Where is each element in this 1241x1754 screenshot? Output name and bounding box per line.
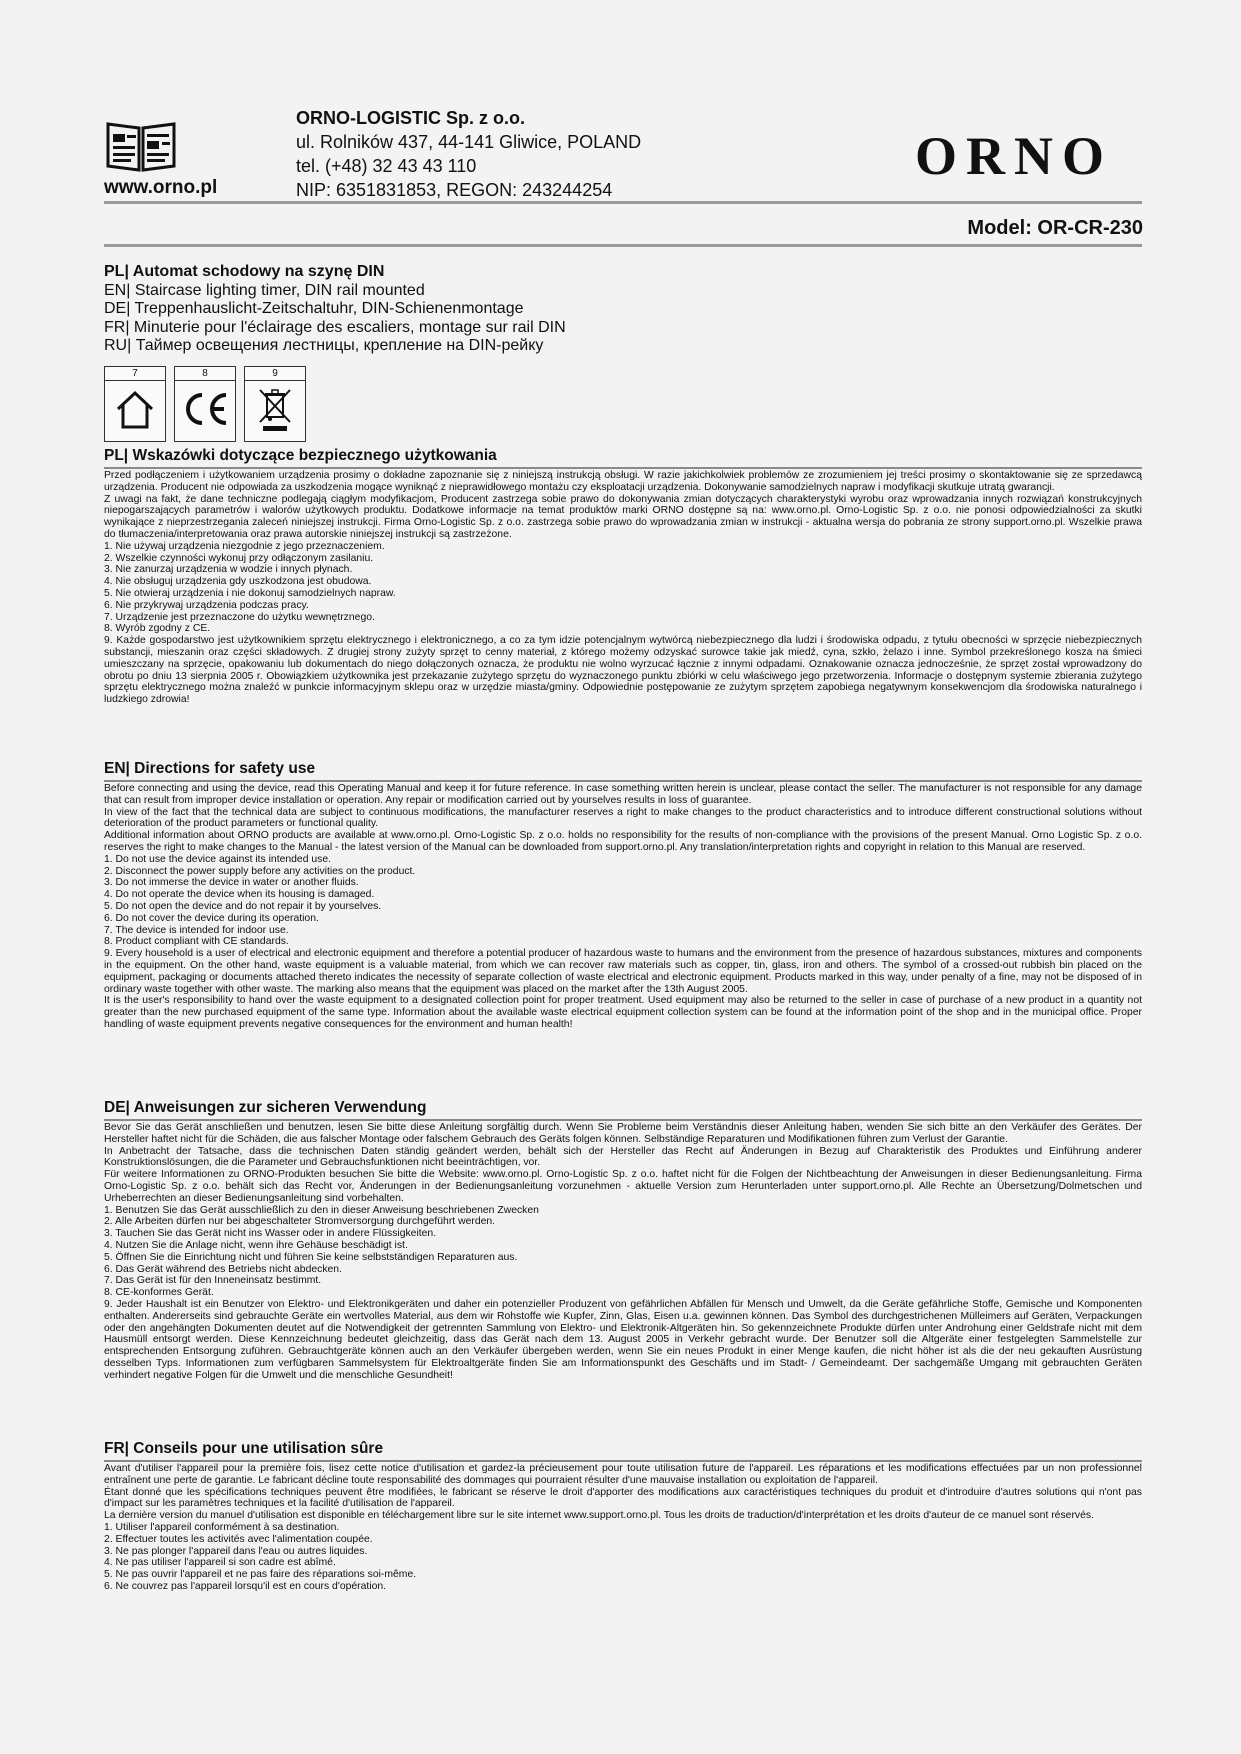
list-item: 3. Tauchen Sie das Gerät nicht ins Wasser oder in andere Flüssigkeiten.: [104, 1228, 437, 1240]
model-number: Model: OR-CR-230: [967, 217, 1143, 239]
list-item: 6. Nie przykrywaj urządzenia podczas pracy.: [104, 599, 309, 611]
section-title-pl: PL| Wskazówki dotyczące bezpiecznego użytkowania: [104, 447, 497, 464]
model-divider: [104, 244, 1142, 247]
product-titles: [104, 263, 566, 356]
list-item: 2. Disconnect the power supply before any activities on the product.: [104, 865, 416, 877]
paragraph: Avant d'utiliser l'appareil pour la première fois, lisez cette notice d'utilisation et gardez-la précieusement pour toute utilisation future de l'appareil. Les réparations et les modifications effectuées par un non professionnel entraînent une perte de garantie. Le fabricant décline toute responsabilité des dommages qui pourraient résulter d'une mauvaise installation ou exploitation de l'appareil.: [104, 1463, 1142, 1486]
list-item: 7. Das Gerät ist für den Inneneinsatz bestimmt.: [104, 1275, 322, 1287]
symbol-weee: [244, 366, 306, 442]
list-item: 5. Do not open the device and do not repair it by yourselves.: [104, 900, 382, 912]
list-item: 2. Wszelkie czynności wykonuj przy odłączonym zasilaniu.: [104, 552, 374, 564]
paragraph: Before connecting and using the device, read this Operating Manual and keep it for future reference. In case something written herein is unclear, please contact the seller. The manufacturer is not responsible for any damage that can result from improper device installation or operation. Any repair or modification carried out by yourselves results in loss of guarantee.: [104, 783, 1142, 806]
list-item: 5. Nie otwieraj urządzenia i nie dokonuj samodzielnych napraw.: [104, 587, 396, 599]
title-en: EN| Staircase lighting timer, DIN rail mounted: [104, 281, 425, 299]
list-item: 1. Nie używaj urządzenia niezgodnie z jego przeznaczeniem.: [104, 540, 385, 552]
paragraph: Additional information about ORNO products are available at www.orno.pl. Orno-Logistic Sp. z o.o. holds no responsibility for the results of non-compliance with the provisions of the present Manual. Orno Logistic Sp. z o.o. reserves the right to make changes to the Manual - the latest version of the Manual can be downloaded from support.orno.pl. Any translation/interpretation rights and copyright in relation to this Manual are reserved.: [104, 830, 1142, 853]
paragraph: Étant donné que les spécifications techniques peuvent être modifiées, le fabricant se réserve le droit d'apporter des modifications aux caractéristiques techniques du produit et d'introduire d'autres solutions qui n'ont pas d'impact sur les paramètres techniques et la facilité d'utilisation de l'appareil.: [104, 1486, 1142, 1510]
company-ids: NIP: 6351831853, REGON: 243244254: [296, 180, 613, 200]
list-item: 8. Product compliant with CE standards.: [104, 936, 289, 948]
title-de: DE| Treppenhauslicht-Zeitschaltuhr, DIN-Schienenmontage: [104, 300, 524, 317]
list-item: 2. Effectuer toutes les activités avec l'alimentation coupée.: [104, 1533, 373, 1545]
list-item: 9. Every household is a user of electrical and electronic equipment and therefore a potential producer of hazardous waste to humans and the environment from the presence of hazardous substances, mixtures and components in the equipment. On the other hand, waste equipment is a valuable material, from which we can recover raw materials such as copper, tin, glass, iron and others. The symbol of a crossed-out rubbish bin placed on the equipment, packaging or documents attached thereto indicates the necessity of separate collection of waste electrical and electronic equipment. Products marked in this way, under penalty of a fine, may not be disposed of in ordinary waste together with other waste. The marking also means that the equipment was placed on the market after the 13th August 2005.: [104, 948, 1142, 995]
paragraph: It is the user's responsibility to hand over the waste equipment to a designated collection point for proper treatment. Used equipment may also be returned to the seller in case of purchase of a new product in a quantity not greater than the new purchased equipment of the same type. Information about the available waste electrical equipment collection system can be found at the information point of the shop and in the municipal office. Proper handling of waste equipment prevents negative consequences for the environment and human health!: [104, 995, 1142, 1030]
list-item: 1. Utiliser l'appareil conformément à sa destination.: [104, 1521, 340, 1533]
header-divider: [104, 201, 1142, 204]
company-address: ul. Rolników 437, 44-141 Gliwice, POLAND: [296, 132, 642, 152]
list-item: 6. Ne couvrez pas l'appareil lorsqu'il est en cours d'opération.: [104, 1580, 387, 1592]
section-divider: [104, 467, 1142, 469]
company-name: ORNO-LOGISTIC Sp. z o.o.: [296, 108, 525, 128]
list-item: 9. Jeder Haushalt ist ein Benutzer von Elektro- und Elektronikgeräten und daher ein potenzieller Produzent von gefährlichen Abfällen für Mensch und Umwelt, da die Geräte gefährliche Stoffe, Gemische und Komponenten enthalten. Andererseits sind gebrauchte Geräte ein wertvolles Material, aus dem wir Rohstoffe wie Kupfer, Zinn, Glas, Eisen u.a. gewinnen können. Das Symbol des durchgestrichenen Mülleimers auf Geräten, Verpackungen oder den angehängten Dokumenten deutet auf die Notwendigkeit der getrennten Sammlung von Elektro- und Elektronik-Altgeräten hin. So gekennzeichnete Produkte dürfen unter Androhung einer Geldstrafe nicht mit dem Hausmüll entsorgt werden. Diese Kennzeichnung bedeutet gleichzeitig, dass das Gerät nach dem 13. August 2005 in Verkehr gebracht wurde. Der Benutzer soll die Altgeräte einer festgelegten Sammelstelle zur entsprechenden Entsorgung zuführen. Gebrauchtgeräte können auch an den Verkäufer übergeben werden, wenn Sie ein neues Produkt in einer Menge kaufen, die nicht höher ist als die der neu gekauften Ausrüstung desselben Typs. Informationen zum verfügbaren Sammelsystem für Elektroaltgeräte finden Sie am Informationspunkt des Geschäfts und im Stadt- / Gemeindeamt. Der sachgemäße Umgang mit gebrauchten Geräten verhindert negative Folgen für die Umwelt und die menschliche Gesundheit!: [104, 1298, 1142, 1381]
section-divider: [104, 1119, 1142, 1121]
symbol-indoor: [104, 366, 166, 442]
list-item: 6. Das Gerät während des Betriebs nicht abdecken.: [104, 1263, 342, 1275]
house-icon: [113, 387, 157, 436]
list-item: 7. The device is intended for indoor use.: [104, 924, 289, 936]
section-body-de: [104, 1122, 1142, 1382]
paragraph: Für weitere Informationen zu ORNO-Produkten besuchen Sie bitte die Website: www.orno.pl. Orno-Logistic Sp. z o.o. haftet nicht für die Folgen der Nichtbeachtung der Anweisungen in dieser Bedienungsanleitung. Firma Orno-Logistic Sp. z o.o. behält sich das Recht vor, Änderungen in der Bedienungsanleitung vorzunehmen - aktuelle Version zum Herunterladen unter support.orno.pl. Alle Rechte an Übersetzung/Dolmetschen und Urheberrechten an dieser Bedienungsanleitung sind vorbehalten.: [104, 1169, 1142, 1204]
symbol-number: 9: [244, 366, 306, 380]
list-item: 3. Ne pas plonger l'appareil dans l'eau ou autres liquides.: [104, 1545, 368, 1557]
section-divider: [104, 780, 1142, 782]
list-item: 4. Ne pas utiliser l'appareil si son cadre est abîmé.: [104, 1557, 336, 1569]
symbol-number: 7: [104, 366, 166, 380]
list-item: 8. CE-konformes Gerät.: [104, 1287, 214, 1299]
paragraph: Z uwagi na fakt, że dane techniczne podlegają ciągłym modyfikacjom, Producent zastrzega sobie prawo do dokonywania zmian dotyczących charakterystyki wyrobu oraz wprowadzania innych rozwiązań konstrukcyjnych niepogarszających parametrów i walorów użytkowych produktu. Dodatkowe informacje na temat produktów marki ORNO dostępne są na: www.orno.pl. Orno-Logistic Sp. z o.o. nie ponosi odpowiedzialności za skutki wynikające z nieprzestrzegania zaleceń niniejszej instrukcji. Firma Orno-Logistic Sp. z o.o. zastrzega sobie prawo do wprowadzania zmian w instrukcji - aktualna wersja do pobrania ze strony support.orno.pl. Wszelkie prawa do tłumaczenia/interpretowania oraz prawa autorskie niniejszej instrukcji są zastrzeżone.: [104, 493, 1142, 540]
section-divider: [104, 1460, 1142, 1462]
list-item: 3. Do not immerse the device in water or another fluids.: [104, 877, 359, 889]
list-item: 6. Do not cover the device during its operation.: [104, 912, 319, 924]
symbol-number: 8: [174, 366, 236, 380]
orno-logo: ORNO: [915, 126, 1113, 186]
list-item: 1. Benutzen Sie das Gerät ausschließlich zu den in dieser Anweisung beschriebenen Zwecken: [104, 1204, 539, 1216]
website-url: www.orno.pl: [104, 177, 218, 198]
title-fr: FR| Minuterie pour l'éclairage des escaliers, montage sur rail DIN: [104, 318, 566, 336]
title-ru: RU| Таймер освещения лестницы, крепление на DIN-рейку: [104, 337, 544, 354]
crossed-bin-icon: [255, 384, 295, 439]
list-item: 7. Urządzenie jest przeznaczone do użytku wewnętrznego.: [104, 611, 375, 623]
section-title-fr: FR| Conseils pour une utilisation sûre: [104, 1440, 384, 1457]
paragraph: In view of the fact that the technical data are subject to continuous modifications, the manufacturer reserves a right to make changes to the product characteristics and to introduce different constructional solutions without deterioration of the product parameters or functional quality.: [104, 806, 1142, 830]
list-item: 4. Do not operate the device when its housing is damaged.: [104, 889, 375, 901]
list-item: 2. Alle Arbeiten dürfen nur bei abgeschalteter Stromversorgung durchgeführt werden.: [104, 1216, 496, 1228]
list-item: 4. Nie obsługuj urządzenia gdy uszkodzona jest obudowa.: [104, 576, 372, 588]
list-item: 9. Każde gospodarstwo jest użytkownikiem sprzętu elektrycznego i elektronicznego, a co za tym idzie potencjalnym wytwórcą niebezpiecznego dla ludzi i środowiska odpadu, z tytułu obecności w sprzęcie niebezpiecznych substancji, mieszanin oraz części składowych. Z drugiej strony zużyty sprzęt to cenny materiał, z którego możemy odzyskać surowce takie jak miedź, cyna, szkło, żelazo i inne. Symbol przekreślonego kosza na śmieci umieszczany na sprzęcie, opakowaniu lub dokumentach do niego dołączonych oznacza, że produktu nie wolno wyrzucać łącznie z innymi odpadami. Oznakowanie oznacza jednocześnie, że sprzęt został wprowadzony do obrotu po dniu 13 sierpnia 2005 r. Obowiązkiem użytkownika jest przekazanie zużytego sprzętu do wyznaczonego punktu zbiórki w celu właściwego jego przetworzenia. Informacje o dostępnym systemie zbierania zużytego sprzętu elektrycznego można znaleźć w punkcie informacyjnym sklepu oraz w urzędzie miasta/gminy. Odpowiednie postępowanie ze zużytym sprzętem zapobiega negatywnym konsekwencjom dla środowiska naturalnego i ludzkiego zdrowia!: [104, 635, 1142, 706]
section-title-en: EN| Directions for safety use: [104, 760, 316, 777]
list-item: 8. Wyrób zgodny z CE.: [104, 623, 211, 635]
open-book-icon: [106, 118, 176, 172]
section-body-fr: [104, 1463, 1142, 1593]
company-phone: tel. (+48) 32 43 43 110: [296, 156, 477, 176]
paragraph: Przed podłączeniem i użytkowaniem urządzenia prosimy o dokładne zapoznanie się z niniejszą instrukcją obsługi. W razie jakichkolwiek problemów ze zrozumieniem jej treści prosimy o skontaktowanie się ze sprzedawcą urządzenia. Producent nie odpowiada za uszkodzenia mogące wyniknąć z nieprawidłowego montażu czy eksploatacji urządzenia. Dokonywanie samodzielnych napraw i modyfikacji skutkuje utratą gwarancji.: [104, 470, 1142, 493]
section-body-pl: [104, 470, 1142, 706]
ce-mark-icon: [180, 389, 230, 434]
paragraph: In Anbetracht der Tatsache, dass die technischen Daten ständig geändert werden, behält sich der Hersteller das Recht auf Änderungen in Bezug auf Charakteristik des Produktes und Einführung anderer Konstruktionslösungen, die die Parameter und Gebrauchsfunktionen nicht beeinträchtigen, vor.: [104, 1145, 1142, 1169]
list-item: 1. Do not use the device against its intended use.: [104, 853, 332, 865]
company-info: [296, 106, 641, 202]
list-item: 3. Nie zanurzaj urządzenia w wodzie i innych płynach.: [104, 564, 353, 576]
list-item: 5. Öffnen Sie die Einrichtung nicht und führen Sie keine selbstständigen Reparaturen aus.: [104, 1251, 518, 1263]
list-item: 5. Ne pas ouvrir l'appareil et ne pas faire des réparations soi-même.: [104, 1569, 417, 1581]
list-item: 4. Nutzen Sie die Anlage nicht, wenn ihre Gehäuse beschädigt ist.: [104, 1239, 408, 1251]
section-title-de: DE| Anweisungen zur sicheren Verwendung: [104, 1099, 427, 1116]
paragraph: La dernière version du manuel d'utilisation est disponible en téléchargement libre sur le site internet www.support.orno.pl. Tous les droits de traduction/d'interprétation et les droits d'auteur de ce manuel sont réservés.: [104, 1510, 1094, 1522]
title-pl: PL| Automat schodowy na szynę DIN: [104, 263, 385, 280]
paragraph: Bevor Sie das Gerät anschließen und benutzen, lesen Sie bitte diese Anleitung sorgfältig durch. Wenn Sie Probleme beim Verständnis dieser Anleitung haben, wenden Sie sich bitte an den Verkäufer des Gerätes. Der Hersteller haftet nicht für die Schäden, die aus falscher Montage oder falschem Gebrauch des Geräts folgen können. Selbständige Reparaturen und Modifikationen führen zum Verlust der Garantie.: [104, 1122, 1142, 1145]
symbol-ce: [174, 366, 236, 442]
section-body-en: [104, 783, 1142, 1031]
